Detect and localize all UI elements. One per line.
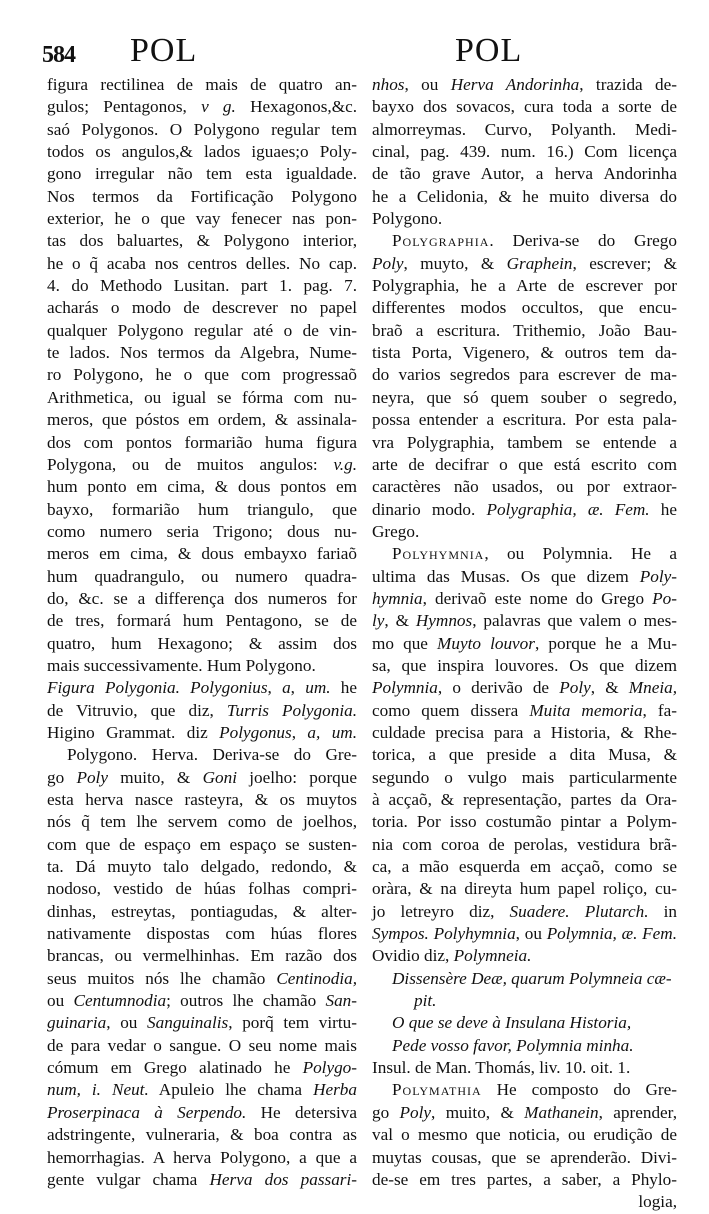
text-run: , ou	[106, 1013, 148, 1033]
italic-text: Figura Polygonia. Polygonius	[47, 678, 268, 698]
text-line	[47, 588, 357, 610]
text-line	[47, 811, 357, 833]
text-line	[372, 208, 677, 230]
text-line	[372, 655, 677, 677]
italic-text: Centumnodia	[73, 991, 167, 1011]
text-run: Polygono.	[372, 209, 443, 229]
text-line	[372, 275, 677, 297]
italic-text: Muyto louvor	[437, 633, 535, 653]
text-run: val o mesmo que noticia, ou erudição de	[372, 1125, 677, 1145]
text-line	[47, 1124, 357, 1146]
text-line	[372, 297, 677, 319]
italic-text: Proserpinaca à Serpendo.	[47, 1102, 247, 1122]
text-line	[47, 96, 357, 118]
italic-text: Polymneia.	[453, 946, 532, 966]
text-run: hemorrhagias. A herva Polygono, a que a	[47, 1147, 357, 1167]
text-line	[47, 186, 357, 208]
italic-text: num, i. Neut.	[47, 1080, 149, 1100]
text-line	[372, 588, 677, 610]
text-line	[47, 432, 357, 454]
text-line	[372, 677, 677, 699]
entry-headword: Polygraphia	[392, 231, 490, 251]
text-run: Higino Grammat. diz	[47, 722, 220, 742]
italic-text: Polygonus	[219, 722, 292, 742]
text-run: logia,	[638, 1192, 677, 1212]
italic-text: Poly	[76, 767, 108, 787]
text-line	[47, 990, 357, 1012]
text-line	[47, 454, 357, 476]
text-run: bayxo dos sovacos, cura toda a sorte de	[372, 97, 677, 117]
text-line	[372, 1147, 677, 1169]
text-line	[47, 253, 357, 275]
text-line	[47, 275, 357, 297]
italic-text: Herva dos passari-	[209, 1169, 357, 1189]
text-run: de Vitruvio, que diz,	[47, 700, 227, 720]
text-line	[372, 1012, 677, 1034]
text-run: muito, &	[107, 767, 203, 787]
italic-text: Mathanein	[524, 1102, 599, 1122]
text-run: braõ a escritura. Trithemio, João Bau-	[372, 320, 677, 340]
text-run: gulos; Pentagonos,	[47, 97, 202, 117]
text-run: dos com pontos formarião huma figura	[47, 432, 357, 452]
text-line	[47, 1035, 357, 1057]
text-line	[372, 499, 677, 521]
text-run: seus muitos nós lhe chamão	[47, 968, 277, 988]
text-run: dinhas, estreytas, pontiagudas, & alter-	[47, 901, 357, 921]
text-line	[372, 767, 677, 789]
text-run: Polygono. Herva. Deriva-se do Gre-	[67, 745, 357, 765]
text-run: meros em cima, & dous embayxo fariaõ	[47, 544, 357, 564]
text-line	[47, 163, 357, 185]
text-run: ta. Dá muyto talo delgado, redondo, &	[47, 857, 357, 877]
text-run: quatro, hum Hexagono; & assim dos	[47, 633, 357, 653]
text-run: go	[47, 767, 77, 787]
running-head-left: POL	[130, 32, 198, 69]
text-line	[47, 566, 357, 588]
text-line	[47, 1169, 357, 1191]
running-header	[0, 32, 709, 72]
text-run: almorreymas. Curvo, Polyanth. Medi-	[372, 119, 677, 139]
text-line	[372, 521, 677, 543]
text-run: ; outros lhe chamão	[166, 991, 326, 1011]
text-line	[47, 610, 357, 632]
text-line	[372, 1169, 677, 1191]
text-run: meros, que póstos em ordem, & assinala-	[47, 410, 357, 430]
text-run: acharás o modo de descrever no papel	[47, 298, 357, 318]
text-run: , fa-	[642, 700, 677, 720]
text-run: tas dos baluartes, & Polygono interior,	[47, 231, 357, 251]
text-line	[47, 834, 357, 856]
text-run: arte de decifrar o que está escrito com	[372, 454, 677, 474]
text-line	[372, 163, 677, 185]
text-line	[47, 364, 357, 386]
text-run: He composto do Gre-	[481, 1080, 677, 1100]
italic-text: nhos	[372, 75, 405, 94]
text-line	[372, 633, 677, 655]
text-line	[372, 74, 677, 96]
text-run: adstringente, vulneraria, & boa contra as	[47, 1125, 357, 1145]
italic-text: Poly	[372, 253, 404, 273]
text-run: neyra, que só quem souber o segredo,	[372, 387, 677, 407]
text-run: in	[648, 901, 678, 921]
italic-text: hymnia	[372, 588, 423, 608]
text-run: de tão grave Autor, a herva Andorinha	[372, 164, 677, 184]
text-line	[47, 543, 357, 565]
text-line	[47, 655, 357, 677]
text-line	[372, 432, 677, 454]
text-run: ,	[291, 722, 308, 742]
text-line	[372, 811, 677, 833]
italic-text: pit.	[414, 991, 437, 1011]
text-line	[47, 387, 357, 409]
text-run: ,	[267, 678, 283, 698]
text-line	[47, 320, 357, 342]
text-run: de-se em tres partes, a saber, a Phylo-	[372, 1169, 677, 1189]
italic-text: Sanguinalis	[147, 1013, 229, 1033]
text-run: go	[372, 1102, 400, 1122]
text-run: , ou Polymnia. He a	[484, 544, 677, 564]
text-run: tista Porta, Vigenero, & outros tem da-	[372, 343, 677, 363]
text-run: ca, a mão esquerda em acçaõ, como se	[372, 857, 677, 877]
text-line	[372, 744, 677, 766]
text-line	[47, 789, 357, 811]
italic-text: v g.	[201, 97, 236, 117]
text-run: hum ponto em cima, & dous pontos em	[47, 477, 357, 497]
text-line	[372, 1191, 677, 1213]
text-line	[47, 499, 357, 521]
text-run: 4. do Methodo Lusitan. part 1. pag. 7.	[47, 276, 357, 296]
italic-text: Mneia,	[628, 678, 677, 698]
text-line	[47, 297, 357, 319]
text-run: Insul. de Man. Thomás, liv. 10. oit. 1.	[372, 1058, 631, 1078]
text-run: exterior, he o que vay fenecer nas pon-	[47, 209, 357, 229]
text-run: com que de espaço em espaço se susten-	[47, 834, 357, 854]
italic-text: Poly	[559, 678, 591, 698]
text-line	[372, 387, 677, 409]
text-run: do varios segredos para escrever de ma-	[372, 365, 677, 385]
text-line	[372, 1124, 677, 1146]
italic-text: a, um.	[307, 722, 357, 742]
text-run: como quem dissera	[372, 700, 530, 720]
text-line	[47, 945, 357, 967]
text-run: , porque he a Mu-	[534, 633, 677, 653]
text-line	[47, 722, 357, 744]
italic-text: Centinodia,	[276, 968, 357, 988]
italic-text: v.g.	[333, 454, 357, 474]
text-run: he a Celidonia, & he muito diversa do	[372, 186, 677, 206]
italic-text: a	[282, 678, 291, 698]
text-line	[47, 1012, 357, 1034]
text-run: caractères não usados, ou por extraor-	[372, 477, 677, 497]
text-run: , ou	[404, 75, 451, 94]
italic-text: Sympos. Polyhymnia	[372, 924, 516, 944]
text-line	[372, 119, 677, 141]
text-line	[372, 700, 677, 722]
text-line	[47, 476, 357, 498]
italic-text: Turris Polygonia.	[226, 700, 357, 720]
text-line	[47, 633, 357, 655]
italic-text: Herba	[313, 1080, 357, 1100]
text-run: ,	[290, 678, 306, 698]
text-run: gono irregular não tem esta igualdade.	[47, 164, 357, 184]
text-line	[47, 968, 357, 990]
text-line	[47, 878, 357, 900]
page-number: 584	[42, 42, 75, 68]
text-run: bayxo, formarião hum triangulo, que	[47, 499, 357, 519]
text-line	[372, 364, 677, 386]
text-run: culdade precisa para a Historia, & Rhe-	[372, 722, 677, 742]
text-line	[47, 677, 357, 699]
text-run: gente vulgar chama	[47, 1169, 210, 1189]
left-column	[47, 74, 357, 1191]
text-line	[47, 1102, 357, 1124]
text-run: de tres, formará hum Pentagono, se de	[47, 611, 357, 631]
text-run: de para vedar o sangue. O seu nome mais	[47, 1035, 357, 1055]
text-line	[47, 230, 357, 252]
text-run: dinario modo.	[372, 499, 487, 519]
text-run: , aprender,	[598, 1102, 678, 1122]
text-run: Grego.	[372, 521, 420, 541]
text-run: nodoso, vestido de húas folhas compri-	[47, 879, 357, 899]
entry-headword: Polymathia	[392, 1080, 482, 1100]
text-run: cómum em Grego alatinado he	[47, 1058, 303, 1078]
italic-text: guinaria	[47, 1013, 107, 1033]
italic-text: Polymnia	[372, 678, 438, 698]
text-run: Polygona, ou de muitos angulos:	[47, 454, 334, 474]
text-run: saó Polygonos. O Polygono regular tem	[47, 119, 357, 139]
text-line	[372, 454, 677, 476]
text-run: , trazida de-	[579, 75, 678, 94]
text-line	[47, 767, 357, 789]
text-line	[47, 1057, 357, 1079]
italic-text: Hymnos	[415, 611, 473, 631]
text-run: differentes modos occultos, que encu-	[372, 298, 677, 318]
text-run: muytas cousas, que se aprenderão. Divi-	[372, 1147, 677, 1167]
text-run: todos os angulos,& lados iguaes;o Poly-	[47, 142, 357, 162]
text-run: nativamente dispostas com húas flores	[47, 924, 357, 944]
entry-headword: Polyhymnia	[392, 544, 485, 564]
text-run: segundo o vulgo mais particularmente	[372, 767, 677, 787]
text-line	[47, 74, 357, 96]
text-line	[372, 96, 677, 118]
text-line	[47, 141, 357, 163]
italic-text: Poly	[399, 1102, 432, 1122]
text-run: , derivaõ este nome do Grego	[422, 588, 653, 608]
text-run: he	[649, 499, 677, 519]
text-line	[372, 230, 677, 252]
text-line	[372, 1057, 677, 1079]
text-line	[372, 901, 677, 923]
text-line	[372, 320, 677, 342]
text-run: Ovidio diz,	[372, 946, 454, 966]
text-run: te lados. Nos termos da Algebra, Nume-	[47, 343, 357, 363]
text-line	[47, 521, 357, 543]
text-line	[47, 923, 357, 945]
text-run: mais successivamente. Hum Polygono.	[47, 655, 316, 675]
italic-text: San-	[325, 991, 357, 1011]
text-run: Arithmetica, ou igual se fórma com nu-	[47, 387, 357, 407]
italic-text: Polygo-	[302, 1058, 357, 1078]
text-line	[47, 856, 357, 878]
text-run: torica, a que preside a dita Musa, &	[372, 745, 677, 765]
italic-text: Herva Andorinha	[450, 75, 580, 94]
text-run: ou	[47, 991, 74, 1011]
text-line	[47, 1079, 357, 1101]
text-line	[372, 409, 677, 431]
text-run: , muyto, &	[403, 253, 507, 273]
text-line	[372, 722, 677, 744]
text-run: he	[330, 678, 358, 698]
text-run: possa entender a escritura. Por esta pala-	[372, 410, 677, 430]
text-run: sa, que inspira louvores. Os que dizem	[372, 655, 677, 675]
italic-text: Poly-	[639, 566, 677, 586]
text-run: Hexagonos,&c.	[235, 97, 357, 117]
text-run: , porq̃ tem virtu-	[228, 1013, 357, 1033]
text-line	[47, 409, 357, 431]
text-run: , &	[590, 678, 629, 698]
italic-text: Dissensère Deæ, quarum Polymneia cæ-	[392, 968, 672, 988]
text-run: mo que	[372, 633, 438, 653]
text-line	[47, 1147, 357, 1169]
text-run: Polygraphia, he a Arte de escrever por	[372, 276, 677, 296]
text-line	[372, 610, 677, 632]
text-line	[47, 342, 357, 364]
text-line	[372, 990, 677, 1012]
text-line	[372, 1035, 677, 1057]
text-run: vra Polygraphia, tambem se entende a	[372, 432, 677, 452]
italic-text: Po-	[652, 588, 677, 608]
text-run: nós q̃ tem lhe servem como de joelhos,	[47, 812, 357, 832]
text-run: ro Polygono, he o que com progressaõ	[47, 365, 357, 385]
text-line	[372, 141, 677, 163]
text-run: jo letreyro diz,	[372, 901, 510, 921]
text-line	[372, 834, 677, 856]
text-run: . Deriva-se do Grego	[489, 231, 677, 251]
text-line	[47, 901, 357, 923]
text-run	[570, 902, 585, 921]
text-line	[372, 186, 677, 208]
italic-text: Polygraphia, æ. Fem.	[486, 499, 650, 519]
text-run: toria. Por isso costumão pintar a Polym-	[372, 812, 677, 832]
text-run: joelho: porque	[236, 767, 357, 787]
text-run: como numero seria Trigono; dous nu-	[47, 521, 357, 541]
text-run: oràra, & na direyta hum papel roliço, cu-	[372, 879, 677, 899]
text-line	[372, 878, 677, 900]
italic-text: Goni	[202, 767, 237, 787]
italic-text: Suadere.	[509, 901, 570, 921]
text-run: , escrever; &	[572, 253, 677, 273]
text-line	[372, 923, 677, 945]
text-run: do, &c. se a differença dos numeros for	[47, 588, 357, 608]
text-run: figura rectilinea de mais de quatro an-	[47, 75, 357, 94]
running-head-right: POL	[455, 32, 523, 69]
text-line	[372, 566, 677, 588]
text-run: esta herva nasce rasteyra, & os muytos	[47, 790, 357, 809]
italic-text: Muita memoria	[529, 700, 643, 720]
text-run: he o q̃ acaba nos centros delles. No cap.	[47, 253, 357, 273]
italic-text: Polymnia, æ. Fem.	[546, 924, 677, 944]
text-run: , o derivão de	[437, 678, 560, 698]
text-line	[372, 789, 677, 811]
italic-text: Pede vosso favor, Polymnia minha.	[392, 1035, 634, 1055]
text-line	[372, 945, 677, 967]
text-line	[372, 856, 677, 878]
text-run: brancas, ou vermelhinhas. Em razão dos	[47, 946, 357, 966]
text-line	[47, 208, 357, 230]
text-run: hum quadrangulo, ou numero quadra-	[47, 566, 357, 586]
text-line	[372, 1079, 677, 1101]
text-line	[372, 1102, 677, 1124]
text-run: cinal, pag. 439. num. 16.) Com licença	[372, 142, 677, 162]
text-line	[372, 543, 677, 565]
text-run: He detersiva	[246, 1102, 357, 1122]
text-run: , &	[384, 611, 416, 631]
italic-text: ly	[372, 611, 385, 631]
text-line	[372, 253, 677, 275]
text-run: nia com coroa de perolas, vestidura brã-	[372, 834, 677, 854]
text-line	[47, 700, 357, 722]
text-run: , ou	[515, 924, 547, 944]
text-run: qualquer Polygono regular até o de vin-	[47, 320, 357, 340]
text-line	[372, 342, 677, 364]
text-run: à acçaõ, & representação, partes da Ora-	[372, 790, 677, 809]
text-run: , muito, &	[431, 1102, 525, 1122]
text-run: Nos termos da Fortificação Polygono	[47, 186, 357, 206]
text-run: ultima das Musas. Os que dizem	[372, 566, 640, 586]
italic-text: Graphein	[506, 253, 573, 273]
text-line	[372, 476, 677, 498]
italic-text: O que se deve à Insulana Historia,	[392, 1013, 632, 1033]
text-line	[47, 744, 357, 766]
right-column	[372, 74, 677, 1214]
text-line	[372, 968, 677, 990]
italic-text: Plutarch.	[584, 901, 649, 921]
text-run: Apuleio lhe chama	[148, 1080, 314, 1100]
text-run: , palavras que valem o mes-	[472, 611, 678, 631]
italic-text: um.	[305, 678, 331, 698]
text-line	[47, 119, 357, 141]
